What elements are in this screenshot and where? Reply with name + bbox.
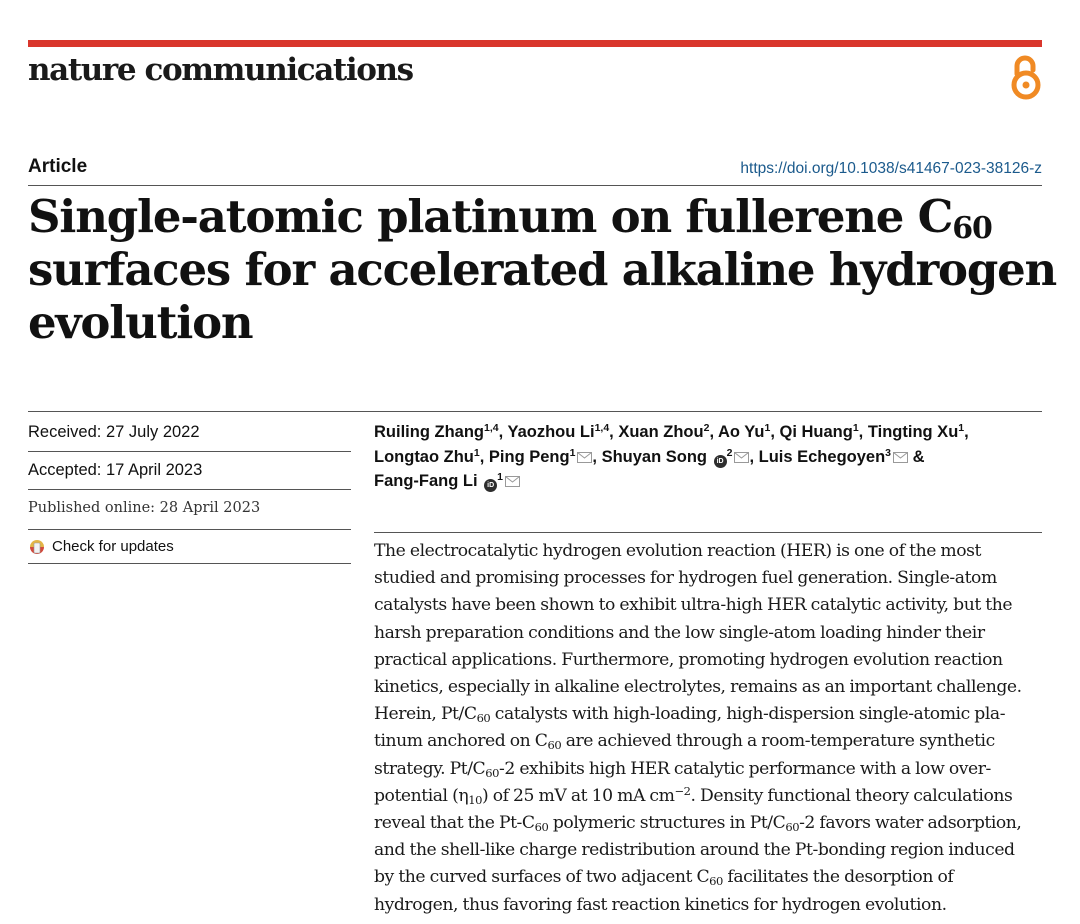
author[interactable]: Luis Echegoyen$^3$	[758, 446, 891, 466]
abstract-line: The electrocatalytic hydrogen evolution reaction (HER) is one of the most	[374, 541, 982, 561]
mail-icon[interactable]	[734, 452, 749, 463]
abstract-line: strategy. $Pt/C_{60}-2$ exhibits high HER catalytic performance with a low over-	[374, 758, 991, 780]
article-title	[28, 190, 1058, 349]
abstract-line: practical applications. Furthermore, promoting hydrogen evolution reaction	[374, 649, 1003, 670]
mail-icon[interactable]	[505, 476, 520, 487]
abstract-line: Herein, $Pt/C_{60}$ catalysts with high-loading, high-dispersion single-atomic pla-	[374, 704, 1006, 726]
abstract-line: reveal that the $Pt-C_{60}$ polymeric structures in $Pt/C_{60}-2$ favors water adsorption,	[374, 813, 1022, 835]
mail-icon[interactable]	[577, 452, 592, 463]
abstract-line: harsh preparation conditions and the low single-atom loading hinder their	[374, 622, 985, 643]
abstract	[374, 538, 1046, 919]
author[interactable]: Shuyan Song $iD^2$	[601, 446, 733, 466]
abstract-line: catalysts have been shown to exhibit ultra-high HER catalytic activity, but the	[374, 595, 1013, 616]
abstract-line: and the shell-like charge redistribution around the Pt-bonding region induced	[374, 840, 1015, 861]
abstract-line: by the curved surfaces of two adjacent $C_{60}$ facilitates the desorption of	[374, 867, 954, 889]
header-divider	[28, 185, 1042, 186]
author[interactable]: Longtao Zhu$^1$	[374, 446, 480, 466]
journal-name: nature communications	[28, 52, 413, 88]
title-subscript: 60	[952, 211, 992, 246]
check-for-updates-icon	[28, 538, 46, 556]
open-access-lock-icon	[1008, 52, 1044, 107]
title-line-2: surfaces for accelerated alkaline hydrogen	[28, 243, 1057, 296]
mail-icon[interactable]	[893, 452, 908, 463]
orcid-icon[interactable]: iD	[714, 455, 727, 468]
author-list: Ruiling Zhang$^{1,4}$, Yaozhou Li$^{1,4}$, Xuan Zhou$^2$, Ao Yu$^1$, Qi Huang$^1$, Tingting Xu$^1$, Longtao Zhu$^1$, Ping Peng$^1$ , Shuyan Song $iD^2$ , Luis Echegoyen$^3$ & Fang-Fang Li $iD^1$	[374, 422, 969, 490]
author[interactable]: Xuan Zhou$^2$	[618, 422, 710, 441]
published-date: Published online: 28 April 2023	[28, 490, 351, 530]
author[interactable]: Fang-Fang Li $iD^1$	[374, 471, 504, 490]
article-dates	[28, 412, 351, 564]
author[interactable]: Ruiling Zhang$^{1,4}$	[374, 422, 499, 441]
received-date: Received: 27 July 2022	[28, 412, 351, 452]
author[interactable]: Tingting Xu$^1$	[867, 422, 965, 441]
check-for-updates-button[interactable]	[28, 530, 351, 564]
orcid-icon[interactable]: iD	[484, 479, 497, 492]
article-type-label: Article	[28, 156, 88, 177]
abstract-line: kinetics, especially in alkaline electrolytes, remains as an important challenge.	[374, 677, 1022, 698]
check-for-updates-label: Check for updates	[52, 538, 174, 555]
author[interactable]: Yaozhou Li$^{1,4}$	[507, 422, 610, 441]
abstract-line: hydrogen, thus favoring fast reaction kinetics for hydrogen evolution.	[374, 894, 947, 915]
title-line-1: Single-atomic platinum on fullerene C	[28, 190, 953, 243]
author[interactable]: Ping Peng$^1$	[488, 446, 576, 466]
header-accent-bar	[28, 40, 1042, 47]
author[interactable]: Ao Yu$^1$	[718, 422, 771, 441]
abstract-line: studied and promising processes for hydrogen fuel generation. Single-atom	[374, 568, 997, 589]
abstract-divider	[374, 532, 1042, 533]
title-line-3: evolution	[28, 296, 253, 349]
accepted-date: Accepted: 17 April 2023	[28, 452, 351, 490]
abstract-line: potential $(\eta_{10})$ of 25 mV at 10 mA $cm^{-2}$. Density functional theory calculations	[374, 783, 1013, 807]
doi-link[interactable]: https://doi.org/10.1038/s41467-023-38126-z	[740, 160, 1042, 177]
abstract-line: tinum anchored on $C_{60}$ are achieved through a room-temperature synthetic	[374, 731, 995, 753]
author[interactable]: Qi Huang$^1$	[779, 422, 859, 441]
